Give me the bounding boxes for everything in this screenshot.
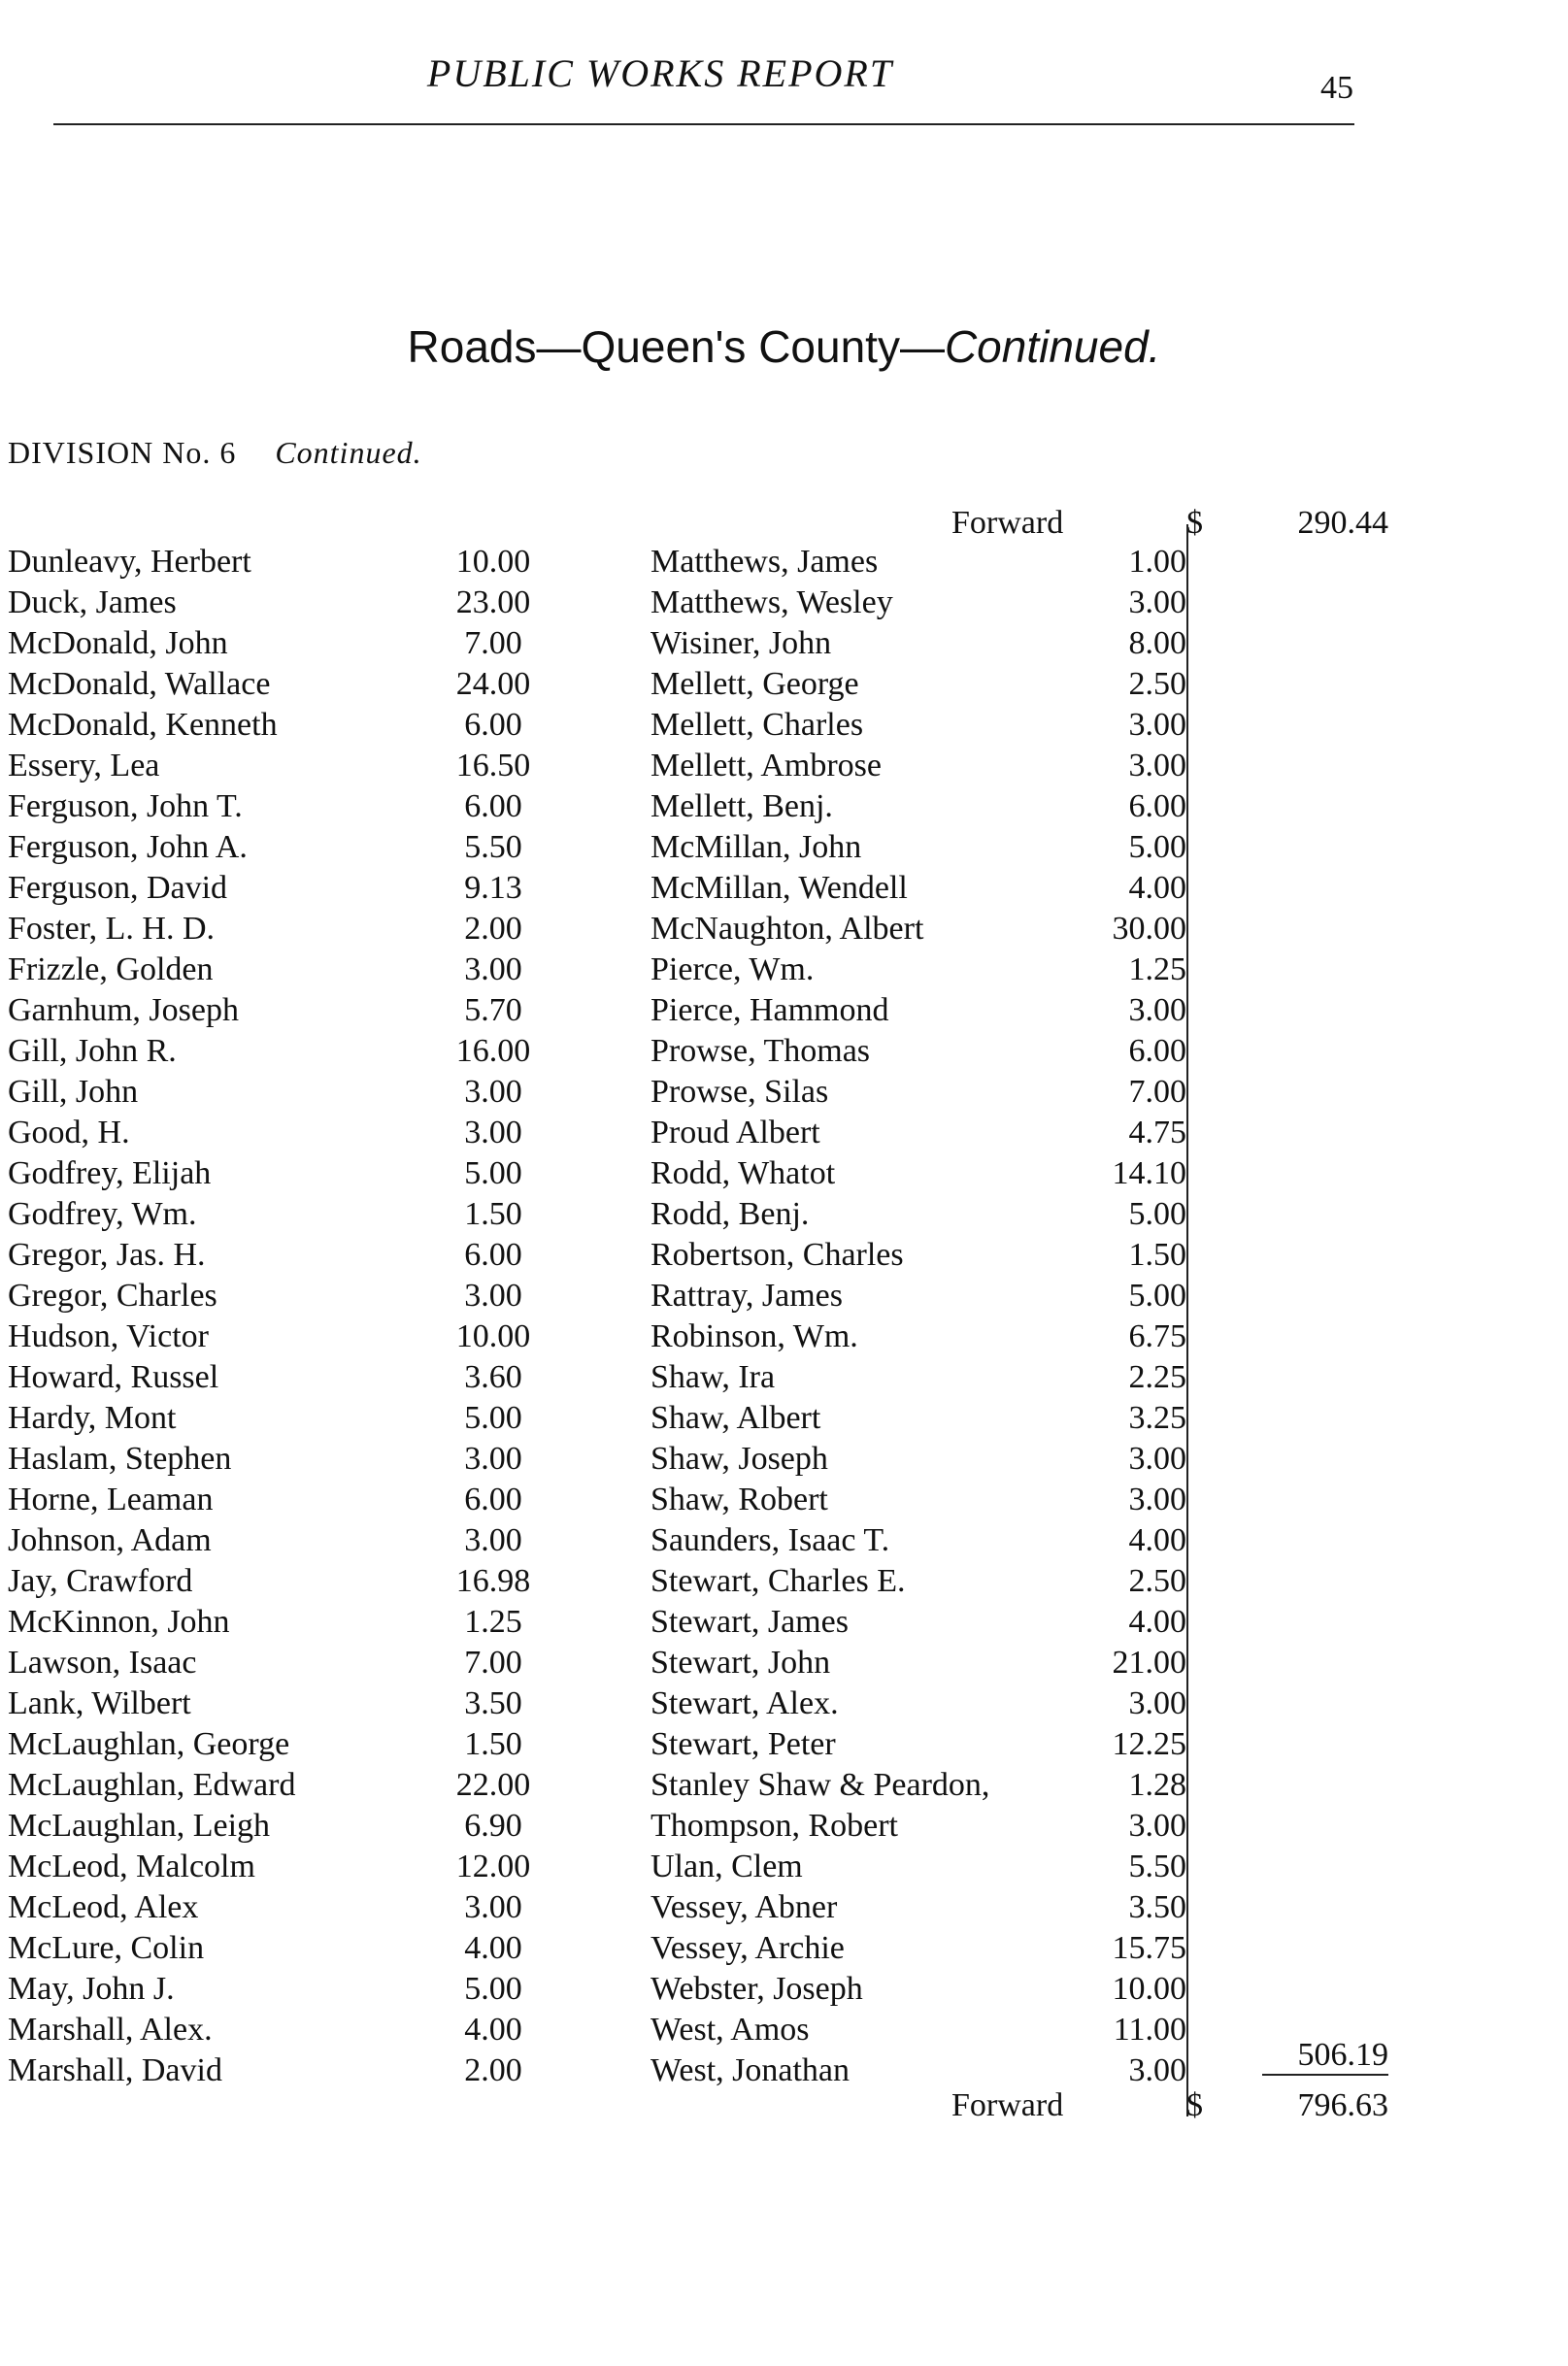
ledger-row xyxy=(651,1806,1194,1847)
entry-name: Mellett, Charles xyxy=(651,707,864,743)
entry-name: Good, H. xyxy=(8,1115,130,1150)
ledger-row xyxy=(8,1561,551,1602)
entry-amount: 3.00 xyxy=(1128,707,1186,743)
ledger-row xyxy=(8,1724,551,1765)
entry-name: McKinnon, John xyxy=(8,1604,230,1640)
entry-name: McLeod, Malcolm xyxy=(8,1849,255,1884)
entry-name: Rodd, Whatot xyxy=(651,1155,836,1191)
entry-amount: 5.00 xyxy=(1128,1196,1186,1232)
ledger-row xyxy=(651,664,1194,705)
entry-amount: 3.60 xyxy=(464,1359,522,1395)
ledger-row xyxy=(8,2010,551,2050)
entry-amount: 1.50 xyxy=(464,1196,522,1232)
ledger-row xyxy=(8,1602,551,1643)
entry-amount: 3.00 xyxy=(1128,748,1186,783)
ledger-row xyxy=(8,1969,551,2010)
ledger-row xyxy=(651,1602,1194,1643)
ledger-row xyxy=(651,1683,1194,1724)
ledger-row xyxy=(651,2010,1194,2050)
entry-amount: 2.25 xyxy=(1128,1359,1186,1395)
entry-amount: 3.00 xyxy=(464,1889,522,1925)
entry-name: Webster, Joseph xyxy=(651,1971,863,2007)
entry-name: Foster, L. H. D. xyxy=(8,911,216,947)
entry-name: Matthews, Wesley xyxy=(651,584,893,620)
entry-amount: 4.00 xyxy=(1128,1604,1186,1640)
entry-amount: 6.00 xyxy=(464,1482,522,1517)
entry-name: McLeod, Alex xyxy=(8,1889,199,1925)
ledger-row xyxy=(8,868,551,909)
entry-name: Vessey, Archie xyxy=(651,1930,845,1966)
entry-amount: 3.00 xyxy=(464,1074,522,1110)
entry-amount: 7.00 xyxy=(464,625,522,661)
ledger-row xyxy=(8,1235,551,1276)
ledger-row xyxy=(8,1316,551,1357)
entry-amount: 6.00 xyxy=(464,788,522,824)
entry-name: Dunleavy, Herbert xyxy=(8,544,251,580)
forward-amount-top: 290.44 xyxy=(1297,505,1388,541)
ledger-row xyxy=(651,1235,1194,1276)
entry-amount: 5.50 xyxy=(464,829,522,865)
entry-amount: 10.00 xyxy=(455,1318,531,1354)
entry-amount: 1.25 xyxy=(464,1604,522,1640)
entry-amount: 16.00 xyxy=(455,1033,531,1069)
entry-amount: 7.00 xyxy=(464,1645,522,1681)
ledger-row xyxy=(8,1072,551,1113)
entry-amount: 5.70 xyxy=(464,992,522,1028)
ledger-row xyxy=(651,1072,1194,1113)
ledger-row xyxy=(651,705,1194,746)
entry-name: Jay, Crawford xyxy=(8,1563,193,1599)
column-divider xyxy=(1186,524,1188,2116)
ledger-row xyxy=(651,1194,1194,1235)
entry-amount: 3.00 xyxy=(464,1115,522,1150)
ledger-row xyxy=(651,1480,1194,1520)
entry-name: Robertson, Charles xyxy=(651,1237,904,1273)
ledger-row xyxy=(8,1153,551,1194)
entry-amount: 3.00 xyxy=(1128,584,1186,620)
entry-name: Pierce, Hammond xyxy=(651,992,889,1028)
ledger-row xyxy=(8,1643,551,1683)
entry-name: Marshall, Alex. xyxy=(8,2012,213,2048)
division-continued: Continued. xyxy=(275,435,422,470)
entry-name: Mellett, George xyxy=(651,666,859,702)
ledger-row xyxy=(8,909,551,950)
entry-amount: 15.75 xyxy=(1112,1930,1186,1966)
entry-amount: 6.00 xyxy=(464,1237,522,1273)
entry-name: Shaw, Robert xyxy=(651,1482,828,1517)
ledger-row xyxy=(651,746,1194,786)
ledger-row xyxy=(8,1398,551,1439)
entry-name: Rattray, James xyxy=(651,1278,843,1314)
entry-amount: 3.00 xyxy=(1128,1482,1186,1517)
entry-amount: 2.00 xyxy=(464,2052,522,2088)
entry-name: Prowse, Thomas xyxy=(651,1033,871,1069)
entry-name: Hudson, Victor xyxy=(8,1318,209,1354)
entry-name: Stewart, Charles E. xyxy=(651,1563,906,1599)
ledger-row xyxy=(8,1847,551,1887)
ledger-row xyxy=(651,1561,1194,1602)
ledger-row xyxy=(8,705,551,746)
entry-amount: 2.50 xyxy=(1128,1563,1186,1599)
page-number: 45 xyxy=(1320,70,1353,106)
entry-amount: 1.28 xyxy=(1128,1767,1186,1803)
entry-amount: 3.00 xyxy=(464,951,522,987)
entry-amount: 4.00 xyxy=(1128,1522,1186,1558)
ledger-row xyxy=(8,1480,551,1520)
entry-name: Shaw, Ira xyxy=(651,1359,776,1395)
entry-amount: 6.90 xyxy=(464,1808,522,1844)
entry-name: Ferguson, John T. xyxy=(8,788,243,824)
entry-name: West, Jonathan xyxy=(651,2052,850,2088)
entry-amount: 11.00 xyxy=(1113,2012,1186,2048)
left-column xyxy=(8,542,551,2091)
entry-amount: 5.00 xyxy=(1128,1278,1186,1314)
entry-name: Mellett, Ambrose xyxy=(651,748,882,783)
header-rule xyxy=(53,123,1354,125)
entry-amount: 3.50 xyxy=(464,1685,522,1721)
ledger-row xyxy=(651,1847,1194,1887)
entry-name: Garnhum, Joseph xyxy=(8,992,239,1028)
entry-amount: 8.00 xyxy=(1128,625,1186,661)
entry-amount: 3.00 xyxy=(464,1278,522,1314)
entry-amount: 3.50 xyxy=(1128,1889,1186,1925)
entry-name: Lank, Wilbert xyxy=(8,1685,191,1721)
entry-name: Johnson, Adam xyxy=(8,1522,212,1558)
entry-name: Hardy, Mont xyxy=(8,1400,177,1436)
forward-amount-bottom: 796.63 xyxy=(1297,2087,1388,2123)
ledger-row xyxy=(651,1113,1194,1153)
entry-amount: 22.00 xyxy=(455,1767,531,1803)
entry-amount: 6.00 xyxy=(1128,1033,1186,1069)
right-column xyxy=(651,542,1194,2091)
ledger-row xyxy=(8,1194,551,1235)
entry-name: McLaughlan, Leigh xyxy=(8,1808,271,1844)
ledger-row xyxy=(8,542,551,583)
entry-amount: 10.00 xyxy=(1112,1971,1186,2007)
ledger-row xyxy=(651,1357,1194,1398)
entry-amount: 21.00 xyxy=(1112,1645,1186,1681)
entry-name: Ulan, Clem xyxy=(651,1849,803,1884)
entry-amount: 14.10 xyxy=(1112,1155,1186,1191)
forward-label-top: Forward xyxy=(951,505,1064,541)
entry-name: Prowse, Silas xyxy=(651,1074,829,1110)
entry-amount: 16.98 xyxy=(455,1563,531,1599)
column-subtotal: 506.19 xyxy=(1262,2037,1388,2076)
ledger-row xyxy=(651,1643,1194,1683)
entry-amount: 16.50 xyxy=(455,748,531,783)
entry-name: Pierce, Wm. xyxy=(651,951,815,987)
entry-amount: 3.00 xyxy=(1128,1685,1186,1721)
entry-amount: 2.00 xyxy=(464,911,522,947)
ledger-row xyxy=(8,583,551,623)
entry-amount: 4.00 xyxy=(464,1930,522,1966)
ledger-row xyxy=(651,1153,1194,1194)
entry-name: McLure, Colin xyxy=(8,1930,205,1966)
entry-amount: 6.00 xyxy=(464,707,522,743)
entry-amount: 1.00 xyxy=(1128,544,1186,580)
entry-amount: 1.25 xyxy=(1128,951,1186,987)
entry-name: McLaughlan, Edward xyxy=(8,1767,296,1803)
ledger-row xyxy=(651,786,1194,827)
dollar-sign-bottom: $ xyxy=(1186,2087,1203,2123)
ledger-row xyxy=(651,1969,1194,2010)
ledger-row xyxy=(8,2050,551,2091)
entry-amount: 4.00 xyxy=(464,2012,522,2048)
entry-amount: 9.13 xyxy=(464,870,522,906)
entry-amount: 3.00 xyxy=(1128,992,1186,1028)
entry-amount: 3.00 xyxy=(1128,1441,1186,1477)
ledger-row xyxy=(651,1439,1194,1480)
ledger-row xyxy=(8,827,551,868)
entry-amount: 30.00 xyxy=(1112,911,1186,947)
entry-amount: 6.75 xyxy=(1128,1318,1186,1354)
ledger-row xyxy=(651,990,1194,1031)
entry-name: Shaw, Joseph xyxy=(651,1441,828,1477)
ledger-row xyxy=(8,1806,551,1847)
entry-amount: 5.50 xyxy=(1128,1849,1186,1884)
entry-name: Saunders, Isaac T. xyxy=(651,1522,890,1558)
ledger-row xyxy=(8,623,551,664)
entry-name: Gregor, Jas. H. xyxy=(8,1237,206,1273)
entry-amount: 10.00 xyxy=(455,544,531,580)
ledger-row xyxy=(8,1520,551,1561)
ledger-row xyxy=(651,1765,1194,1806)
entry-amount: 5.00 xyxy=(464,1400,522,1436)
ledger-row xyxy=(651,623,1194,664)
entry-name: West, Amos xyxy=(651,2012,810,2048)
section-title xyxy=(0,320,1568,373)
entry-name: Haslam, Stephen xyxy=(8,1441,232,1477)
entry-name: Stewart, Peter xyxy=(651,1726,836,1762)
entry-amount: 2.50 xyxy=(1128,666,1186,702)
entry-amount: 7.00 xyxy=(1128,1074,1186,1110)
entry-amount: 5.00 xyxy=(464,1971,522,2007)
division-label: DIVISION No. 6 xyxy=(8,435,237,470)
entry-amount: 23.00 xyxy=(455,584,531,620)
entry-name: Thompson, Robert xyxy=(651,1808,898,1844)
ledger-row xyxy=(8,990,551,1031)
entry-name: Ferguson, David xyxy=(8,870,228,906)
ledger-row xyxy=(8,1683,551,1724)
entry-name: Lawson, Isaac xyxy=(8,1645,197,1681)
ledger-row xyxy=(8,1765,551,1806)
entry-name: May, John J. xyxy=(8,1971,175,2007)
entry-name: Shaw, Albert xyxy=(651,1400,821,1436)
ledger-row xyxy=(8,664,551,705)
entry-name: Essery, Lea xyxy=(8,748,160,783)
ledger-row xyxy=(651,2050,1194,2091)
ledger-row xyxy=(651,1520,1194,1561)
ledger-row xyxy=(651,1398,1194,1439)
entry-name: Robinson, Wm. xyxy=(651,1318,858,1354)
ledger-row xyxy=(651,868,1194,909)
dollar-sign-top: $ xyxy=(1186,505,1203,541)
entry-name: Godfrey, Wm. xyxy=(8,1196,197,1232)
entry-name: Wisiner, John xyxy=(651,625,832,661)
running-head: PUBLIC WORKS REPORT xyxy=(426,51,894,95)
ledger-row xyxy=(651,1316,1194,1357)
ledger-row xyxy=(8,746,551,786)
entry-name: Gill, John R. xyxy=(8,1033,177,1069)
entry-amount: 12.00 xyxy=(455,1849,531,1884)
entry-name: Mellett, Benj. xyxy=(651,788,833,824)
ledger-row xyxy=(651,950,1194,990)
forward-label-bottom: Forward xyxy=(951,2087,1064,2123)
entry-amount: 6.00 xyxy=(1128,788,1186,824)
entry-name: McLaughlan, George xyxy=(8,1726,290,1762)
ledger-row xyxy=(651,1887,1194,1928)
entry-name: McDonald, Kenneth xyxy=(8,707,278,743)
entry-amount: 5.00 xyxy=(1128,829,1186,865)
entry-name: Stanley Shaw & Peardon, xyxy=(651,1767,990,1803)
entry-name: Howard, Russel xyxy=(8,1359,219,1395)
entry-amount: 3.25 xyxy=(1128,1400,1186,1436)
entry-amount: 3.00 xyxy=(1128,2052,1186,2088)
entry-name: Godfrey, Elijah xyxy=(8,1155,212,1191)
division-heading xyxy=(8,435,422,471)
entry-name: Duck, James xyxy=(8,584,177,620)
ledger-row xyxy=(651,1928,1194,1969)
entry-amount: 24.00 xyxy=(455,666,531,702)
entry-name: Stewart, Alex. xyxy=(651,1685,839,1721)
ledger-row xyxy=(8,950,551,990)
entry-name: Horne, Leaman xyxy=(8,1482,214,1517)
entry-name: McNaughton, Albert xyxy=(651,911,924,947)
entry-name: Rodd, Benj. xyxy=(651,1196,810,1232)
entry-name: Marshall, David xyxy=(8,2052,222,2088)
ledger-row xyxy=(651,827,1194,868)
ledger-row xyxy=(651,542,1194,583)
entry-name: Matthews, James xyxy=(651,544,879,580)
section-title-continued: Continued. xyxy=(944,321,1161,372)
ledger-row xyxy=(8,1031,551,1072)
entry-name: McDonald, John xyxy=(8,625,228,661)
entry-amount: 4.00 xyxy=(1128,870,1186,906)
ledger-row xyxy=(8,1928,551,1969)
entry-amount: 4.75 xyxy=(1128,1115,1186,1150)
ledger-row xyxy=(651,909,1194,950)
ledger-row xyxy=(8,1357,551,1398)
ledger-row xyxy=(8,1113,551,1153)
ledger-row xyxy=(8,1439,551,1480)
entry-name: Ferguson, John A. xyxy=(8,829,248,865)
entry-name: Proud Albert xyxy=(651,1115,820,1150)
section-title-main: Roads—Queen's County— xyxy=(407,321,945,372)
ledger-row xyxy=(8,1276,551,1316)
entry-amount: 3.00 xyxy=(464,1522,522,1558)
ledger-row xyxy=(651,583,1194,623)
ledger-row xyxy=(8,1887,551,1928)
entry-amount: 5.00 xyxy=(464,1155,522,1191)
entry-name: Stewart, James xyxy=(651,1604,849,1640)
entry-name: McDonald, Wallace xyxy=(8,666,271,702)
entry-amount: 3.00 xyxy=(1128,1808,1186,1844)
entry-amount: 12.25 xyxy=(1112,1726,1186,1762)
entry-name: Stewart, John xyxy=(651,1645,831,1681)
entry-name: Gill, John xyxy=(8,1074,139,1110)
entry-amount: 1.50 xyxy=(464,1726,522,1762)
ledger-row xyxy=(651,1031,1194,1072)
ledger-row xyxy=(651,1276,1194,1316)
entry-name: Frizzle, Golden xyxy=(8,951,214,987)
entry-name: Gregor, Charles xyxy=(8,1278,217,1314)
entry-name: Vessey, Abner xyxy=(651,1889,838,1925)
ledger-row xyxy=(651,1724,1194,1765)
entry-name: McMillan, John xyxy=(651,829,862,865)
ledger-row xyxy=(8,786,551,827)
entry-amount: 3.00 xyxy=(464,1441,522,1477)
entry-amount: 1.50 xyxy=(1128,1237,1186,1273)
entry-name: McMillan, Wendell xyxy=(651,870,908,906)
